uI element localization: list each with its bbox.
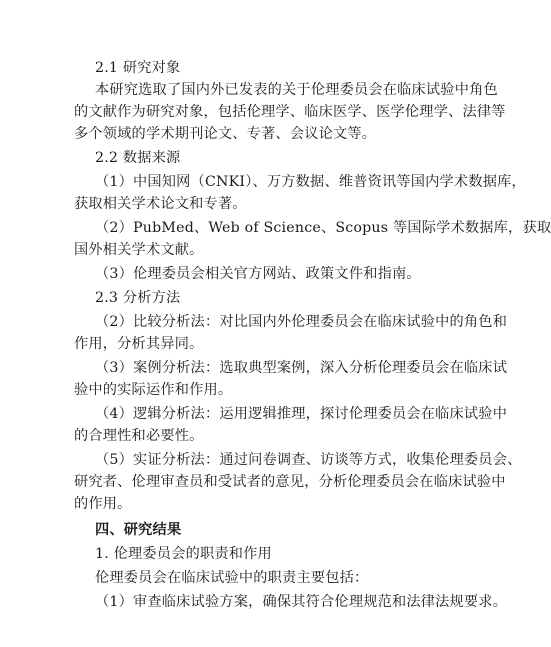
list-item-line: 验中的实际运作和作用。 — [74, 382, 233, 398]
paragraph-line: 伦理委员会在临床试验中的职责主要包括： — [95, 570, 369, 586]
heading-2-3: 2.3 分析方法 — [95, 290, 181, 306]
list-item-line: （2）PubMed、Web of Science、Scopus 等国际学术数据库，获取 — [95, 220, 551, 236]
heading-2-1: 2.1 研究对象 — [95, 60, 181, 76]
list-item-line: 国外相关学术文献。 — [74, 242, 204, 258]
list-item-line: （1）中国知网（CNKI）、万方数据、维普资讯等国内学术数据库， — [95, 174, 526, 190]
list-item-line: 的合理性和必要性。 — [74, 428, 204, 444]
section-heading-results: 四、研究结果 — [95, 522, 182, 538]
list-item-line: 获取相关学术论文和专著。 — [74, 196, 247, 212]
list-item-line: 研究者、伦理审查员和受试者的意见，分析伦理委员会在临床试验中 — [74, 474, 506, 490]
list-item-line: 的作用。 — [74, 496, 132, 512]
list-item-line: （4）逻辑分析法：运用逻辑推理，探讨伦理委员会在临床试验中 — [95, 406, 508, 422]
paragraph-line: 本研究选取了国内外已发表的关于伦理委员会在临床试验中角色 — [95, 82, 498, 98]
list-item-line: （2）比较分析法：对比国内外伦理委员会在临床试验中的角色和 — [95, 314, 508, 330]
paragraph-line: 多个领域的学术期刊论文、专著、会议论文等。 — [74, 126, 377, 142]
subheading-ethics-committee-duties: 1. 伦理委员会的职责和作用 — [95, 546, 272, 562]
heading-2-2: 2.2 数据来源 — [95, 150, 181, 166]
list-item-line: （1）审查临床试验方案，确保其符合伦理规范和法律法规要求。 — [95, 594, 508, 610]
list-item-line: 作用，分析其异同。 — [74, 336, 204, 352]
list-item-line: （3）案例分析法：选取典型案例，深入分析伦理委员会在临床试 — [95, 360, 508, 376]
list-item-line: （3）伦理委员会相关官方网站、政策文件和指南。 — [95, 266, 421, 282]
paragraph-line: 的文献作为研究对象，包括伦理学、临床医学、医学伦理学、法律等 — [74, 104, 506, 120]
list-item-line: （5）实证分析法：通过问卷调查、访谈等方式，收集伦理委员会、 — [95, 452, 522, 468]
